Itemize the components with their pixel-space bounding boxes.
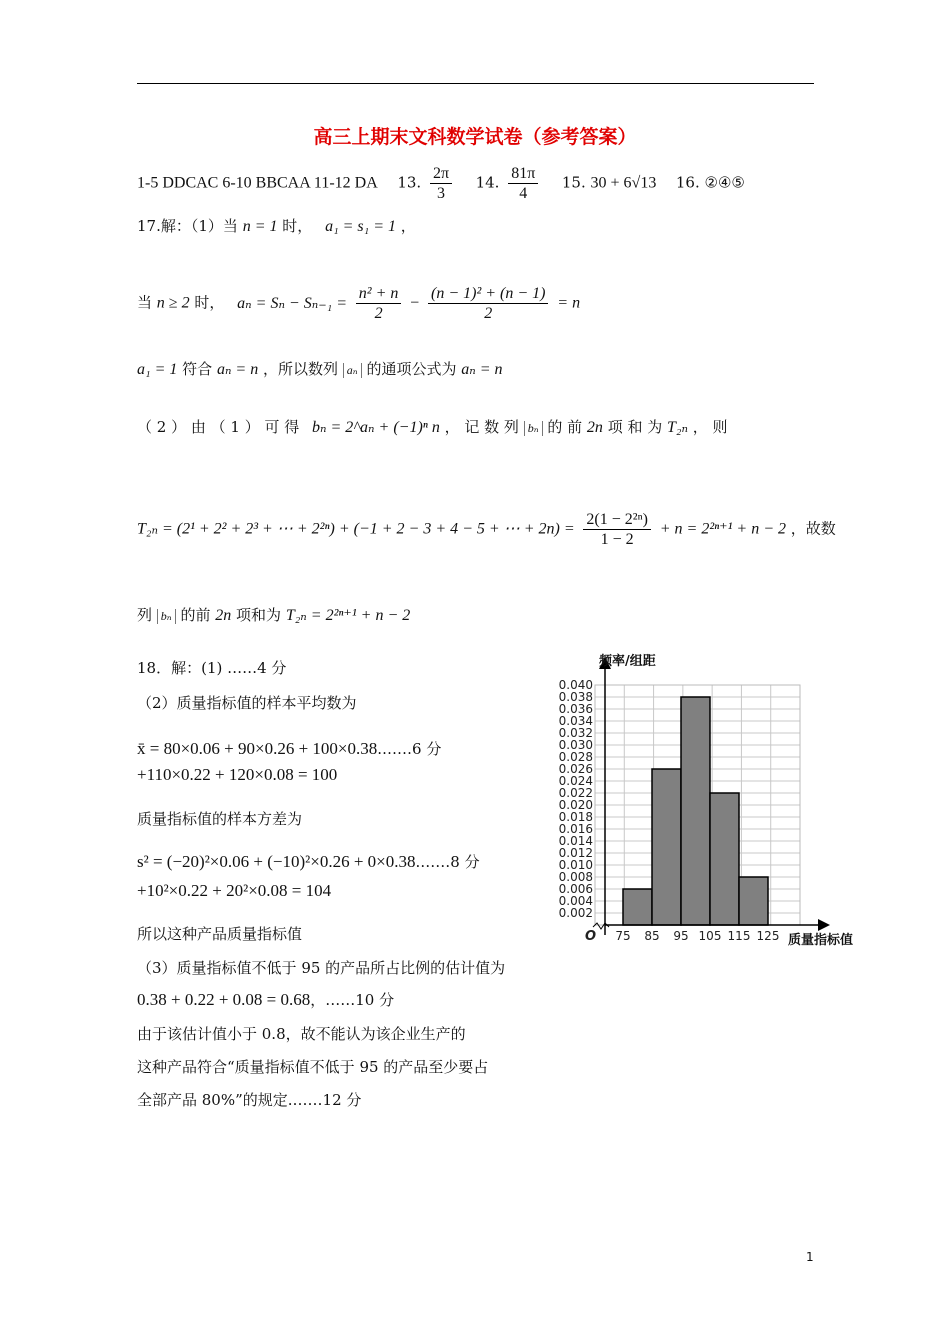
- q17-text: 的前: [180, 606, 211, 624]
- q15-label: 15.: [561, 173, 586, 192]
- q17-math: 2n: [215, 607, 232, 624]
- q14-numerator: 81π: [508, 164, 538, 184]
- q17-math: aₙ: [343, 363, 362, 378]
- q17-line-4: [137, 416, 728, 437]
- y-tick-label: 0.030: [558, 738, 593, 752]
- q17-text: 当: [137, 293, 153, 312]
- q18-line-4: [137, 765, 337, 785]
- q17-line-2: [137, 284, 580, 323]
- q17-math: T₂ₙ: [667, 419, 688, 436]
- answers-line: [137, 164, 745, 203]
- x-tick-label: 85: [644, 929, 660, 943]
- y-tick-label: 0.018: [558, 810, 593, 824]
- q17-math: aₙ = n: [216, 361, 259, 378]
- q17-text: 时，: [194, 293, 225, 312]
- q17-line-6: [137, 604, 410, 625]
- q17-math: 2n: [586, 419, 603, 436]
- q17-math: a₁ = s₁ = 1: [325, 218, 397, 235]
- histogram-bar: [739, 877, 768, 925]
- q18-math: +110×0.22 + 120×0.08 = 100: [137, 765, 338, 784]
- y-tick-label: 0.006: [558, 882, 593, 896]
- q18-line-11: 由于该估计值小于 0.8，故不能认为该企业生产的: [137, 1025, 466, 1043]
- x-tick-label: 125: [756, 929, 780, 943]
- q17-math: bₙ: [157, 609, 176, 624]
- y-tick-label: 0.024: [558, 774, 593, 788]
- q16-value: ②④⑤: [704, 173, 745, 192]
- q18-line-12: 这种产品符合“质量指标值不低于 95 的产品至少要占: [137, 1058, 489, 1076]
- fraction-denominator: 2: [484, 305, 493, 323]
- q17-math: = n: [557, 294, 581, 312]
- q17-text: 项和为: [236, 606, 282, 624]
- y-tick-label: 0.016: [558, 822, 593, 836]
- q17-math: aₙ = n: [461, 361, 503, 378]
- y-tick-label: 0.012: [558, 846, 593, 860]
- q14-denominator: 4: [519, 185, 528, 203]
- y-tick-label: 0.036: [558, 702, 593, 716]
- histogram-bar: [681, 697, 710, 925]
- origin-label: O: [585, 929, 597, 944]
- q17-text: 列: [137, 606, 153, 624]
- histogram-bar: [710, 793, 739, 925]
- q18-math: x̄ = 80×0.06 + 90×0.26 + 100×0.38: [137, 739, 378, 758]
- y-tick-label: 0.004: [558, 894, 593, 908]
- histogram-bar: [652, 769, 681, 925]
- q18-line-2: （2）质量指标值的样本平均数为: [137, 694, 357, 712]
- q17-text: ，所以数列: [263, 360, 339, 378]
- q18-text: ，……10 分: [310, 991, 395, 1009]
- y-tick-label: 0.034: [558, 714, 593, 728]
- q18-math: 0.38 + 0.22 + 0.08 = 0.68: [137, 990, 311, 1009]
- page-title: 高三上期末文科数学试卷（参考答案）: [313, 126, 637, 148]
- q17-math: bₙ = 2^aₙ + (−1)ⁿ n: [312, 419, 440, 436]
- q13-denominator: 3: [436, 185, 445, 203]
- y-tick-label: 0.008: [558, 870, 593, 884]
- q13-label: 13.: [397, 173, 422, 192]
- fraction-denominator: 2: [374, 305, 383, 323]
- top-rule: [137, 83, 814, 84]
- q17-math: aₙ = Sₙ − Sₙ₋₁ =: [237, 294, 348, 312]
- fraction-numerator: 2(1 − 2²ⁿ): [583, 510, 651, 530]
- q18-line-8: 所以这种产品质量指标值: [137, 925, 303, 943]
- q18-line-6: [137, 851, 480, 872]
- q17-text: 的 前: [547, 418, 583, 436]
- fraction-numerator: (n − 1)² + (n − 1): [428, 284, 549, 304]
- y-axis-title: 频率/组距: [599, 654, 656, 669]
- q17-text: ， 则: [692, 418, 728, 436]
- y-tick-label: 0.014: [558, 834, 593, 848]
- q17-fraction-1: [356, 284, 402, 323]
- q17-math: bₙ: [524, 421, 543, 436]
- q17-text: ， 记 数 列: [444, 418, 519, 436]
- q18-line-1: 18．解：(1) ……4 分: [137, 659, 287, 677]
- q17-text: ，故数: [790, 519, 836, 538]
- y-tick-label: 0.032: [558, 726, 593, 740]
- q18-math: +10²×0.22 + 20²×0.08 = 104: [137, 881, 332, 900]
- q17-fraction-3: [583, 510, 651, 549]
- y-tick-label: 0.038: [558, 690, 593, 704]
- x-tick-label: 115: [727, 929, 751, 943]
- q14-label: 14.: [475, 173, 500, 192]
- q17-math: T₂ₙ = (2¹ + 2² + 2³ + ⋯ + 2²ⁿ) + (−1 + 2 − 3 + 4 − 5 + ⋯ + 2n) =: [137, 520, 575, 538]
- q18-line-3: [137, 738, 441, 759]
- q14-fraction: [508, 164, 538, 203]
- chart-bars: [623, 697, 768, 925]
- q18-line-13: 全部产品 80%”的规定.……12 分: [137, 1091, 362, 1109]
- q17-math: n ≥ 2: [156, 294, 190, 312]
- q17-text: 符合: [182, 360, 213, 378]
- q18-text: .……8 分: [415, 853, 480, 871]
- q17-line-3: [137, 358, 503, 379]
- q17-line-1: [137, 215, 416, 236]
- histogram-bar: [623, 889, 652, 925]
- x-tick-label: 95: [673, 929, 689, 943]
- y-tick-label: 0.020: [558, 798, 593, 812]
- q18-line-9: （3）质量指标值不低于 95 的产品所占比例的估计值为: [137, 959, 506, 977]
- q15-value: 30 + 6√13: [590, 174, 657, 192]
- histogram-chart: [545, 650, 875, 950]
- q18-math: s² = (−20)²×0.06 + (−10)²×0.26 + 0×0.38: [137, 852, 416, 871]
- x-tick-label: 75: [615, 929, 631, 943]
- fraction-numerator: n² + n: [356, 284, 402, 304]
- q17-text: ，: [400, 217, 416, 235]
- q17-math: −: [410, 294, 420, 312]
- page-number: 1: [806, 1250, 814, 1264]
- q17-text: 时，: [282, 217, 313, 235]
- y-tick-label: 0.026: [558, 762, 593, 776]
- q17-line-5: [137, 510, 836, 549]
- q17-math: + n = 2²ⁿ⁺¹ + n − 2: [659, 520, 786, 538]
- q17-math: T₂ₙ = 2²ⁿ⁺¹ + n − 2: [285, 607, 411, 624]
- q18-line-5: 质量指标值的样本方差为: [137, 810, 303, 828]
- q18-line-7: [137, 881, 331, 901]
- y-tick-label: 0.002: [558, 906, 593, 920]
- q18-line-10: [137, 989, 394, 1010]
- x-tick-label: 105: [698, 929, 722, 943]
- y-tick-label: 0.010: [558, 858, 593, 872]
- fraction-denominator: 1 − 2: [600, 531, 634, 549]
- q18-text: .……6 分: [377, 740, 442, 758]
- y-tick-label: 0.022: [558, 786, 593, 800]
- q17-math: n = 1: [242, 218, 278, 235]
- q17-text: 的通项公式为: [366, 360, 457, 378]
- q17-text: 项 和 为: [607, 418, 663, 436]
- histogram-svg: [545, 650, 875, 950]
- q13-fraction: [430, 164, 452, 203]
- q17-math: a₁ = 1: [137, 361, 178, 378]
- q16-label: 16.: [675, 173, 700, 192]
- y-tick-label: 0.028: [558, 750, 593, 764]
- mc-answers: 1-5 DDCAC 6-10 BBCAA 11-12 DA: [137, 174, 378, 192]
- q17-fraction-2: [428, 284, 549, 323]
- y-tick-label: 0.040: [558, 678, 593, 692]
- q17-text: 17.解：（1）当: [137, 217, 238, 235]
- q13-numerator: 2π: [430, 164, 452, 184]
- q17-text: （ 2 ） 由 （ 1 ） 可 得: [137, 418, 300, 436]
- x-axis-title: 质量指标值: [788, 933, 854, 948]
